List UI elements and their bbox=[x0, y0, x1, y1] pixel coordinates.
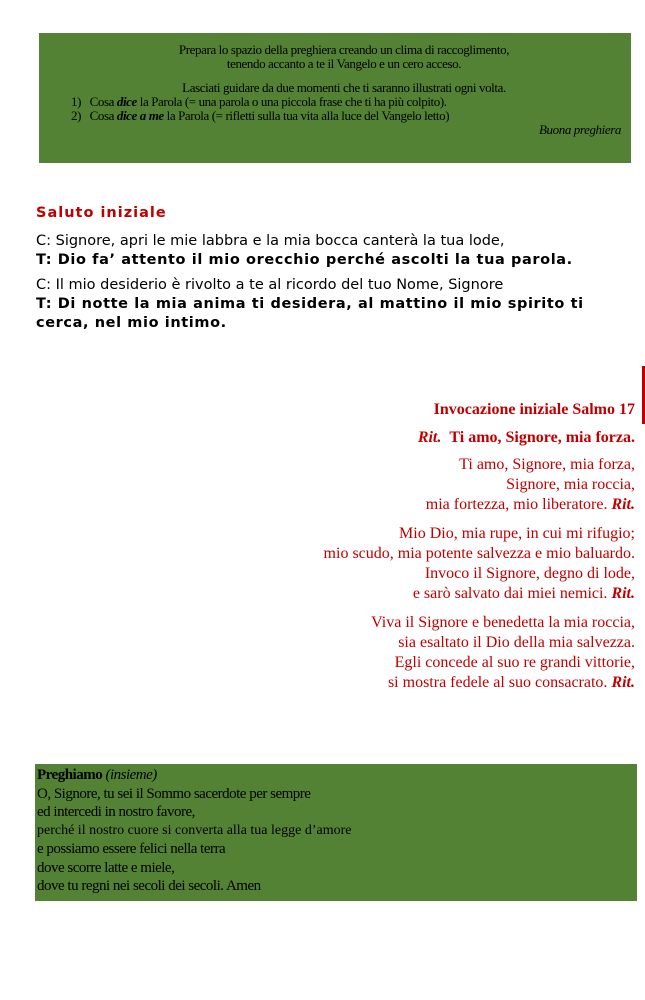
prayer-line: perché il nostro cuore si converta alla tua legge d’amore bbox=[37, 822, 352, 838]
prayer-box bbox=[35, 764, 637, 901]
psalm-verse: Viva il Signore e benedetta la mia roccia, bbox=[371, 614, 635, 631]
response-line: T: Dio fa’ attento il mio orecchio perché ascolti la tua parola. bbox=[36, 252, 573, 268]
section-heading: Saluto iniziale bbox=[36, 205, 167, 221]
intro-item-1: 1) Cosa dice la Parola (= una parola o una piccola frase che ti ha più colpito). bbox=[71, 94, 447, 109]
psalm-stanza bbox=[35, 524, 635, 604]
psalm-stanza bbox=[35, 455, 635, 515]
psalm-verse: si mostra fedele al suo consacrato. Rit. bbox=[387, 674, 635, 691]
psalm-title: Invocazione iniziale Salmo 17 bbox=[433, 401, 635, 418]
celebrant-line: C: Il mio desiderio è rivolto a te al ricordo del tuo Nome, Signore bbox=[36, 277, 504, 293]
psalm-verse: mia fortezza, mio liberatore. Rit. bbox=[425, 496, 635, 513]
intro-item-2: 2) Cosa dice a me la Parola (= rifletti sulla tua vita alla luce del Vangelo letto) bbox=[71, 108, 450, 123]
response-line: T: Di notte la mia anima ti desidera, al mattino il mio spirito ti cerca, nel mio intimo. bbox=[36, 296, 584, 331]
intro-line: Prepara lo spazio della preghiera creando un clima di raccoglimento, bbox=[178, 42, 510, 57]
psalm-stanza bbox=[35, 613, 635, 693]
psalm-refrain: Rit. Ti amo, Signore, mia forza. bbox=[417, 429, 635, 446]
psalm-verse: Invoco il Signore, degno di lode, bbox=[424, 565, 635, 582]
intro-closing: Buona preghiera bbox=[539, 122, 621, 137]
prayer-line: dove scorre latte e miele, bbox=[37, 859, 175, 876]
rit-label: Rit. bbox=[611, 496, 635, 513]
psalm-verse: Egli concede al suo re grandi vittorie, bbox=[394, 654, 635, 671]
intro-line: tenendo accanto a te il Vangelo e un cero acceso. bbox=[226, 56, 462, 71]
rit-label: Rit. bbox=[611, 674, 635, 691]
item-number: 1) bbox=[71, 94, 82, 109]
prayer-heading: Preghiamo (insieme) bbox=[37, 767, 157, 783]
psalm-verse: Mio Dio, mia rupe, in cui mi rifugio; bbox=[399, 525, 635, 542]
rit-label: Rit. bbox=[611, 585, 635, 602]
prayer-line: ed intercedi in nostro favore, bbox=[37, 804, 195, 820]
psalm-verse: Signore, mia roccia, bbox=[506, 476, 635, 493]
prayer-line: dove tu regni nei secoli dei secoli. Amen bbox=[37, 878, 261, 894]
prayer-line: e possiamo essere felici nella terra bbox=[37, 841, 226, 857]
psalm-verse: mio scudo, mia potente salvezza e mio baluardo. bbox=[323, 545, 635, 562]
psalm-section bbox=[35, 400, 635, 702]
item-number: 2) bbox=[71, 108, 82, 123]
celebrant-line: C: Signore, apri le mie labbra e la mia bocca canterà la tua lode, bbox=[36, 233, 505, 249]
psalm-verse: e sarò salvato dai miei nemici. Rit. bbox=[412, 585, 635, 602]
saluto-section bbox=[36, 204, 636, 339]
intro-box bbox=[39, 33, 631, 163]
psalm-verse: Ti amo, Signore, mia forza, bbox=[459, 456, 635, 473]
prayer-line: O, Signore, tu sei il Sommo sacerdote per sempre bbox=[37, 785, 311, 802]
intro-line: Lasciati guidare da due momenti che ti saranno illustrati ogni volta. bbox=[182, 80, 506, 95]
psalm-verse: sia esaltato il Dio della mia salvezza. bbox=[398, 634, 635, 651]
